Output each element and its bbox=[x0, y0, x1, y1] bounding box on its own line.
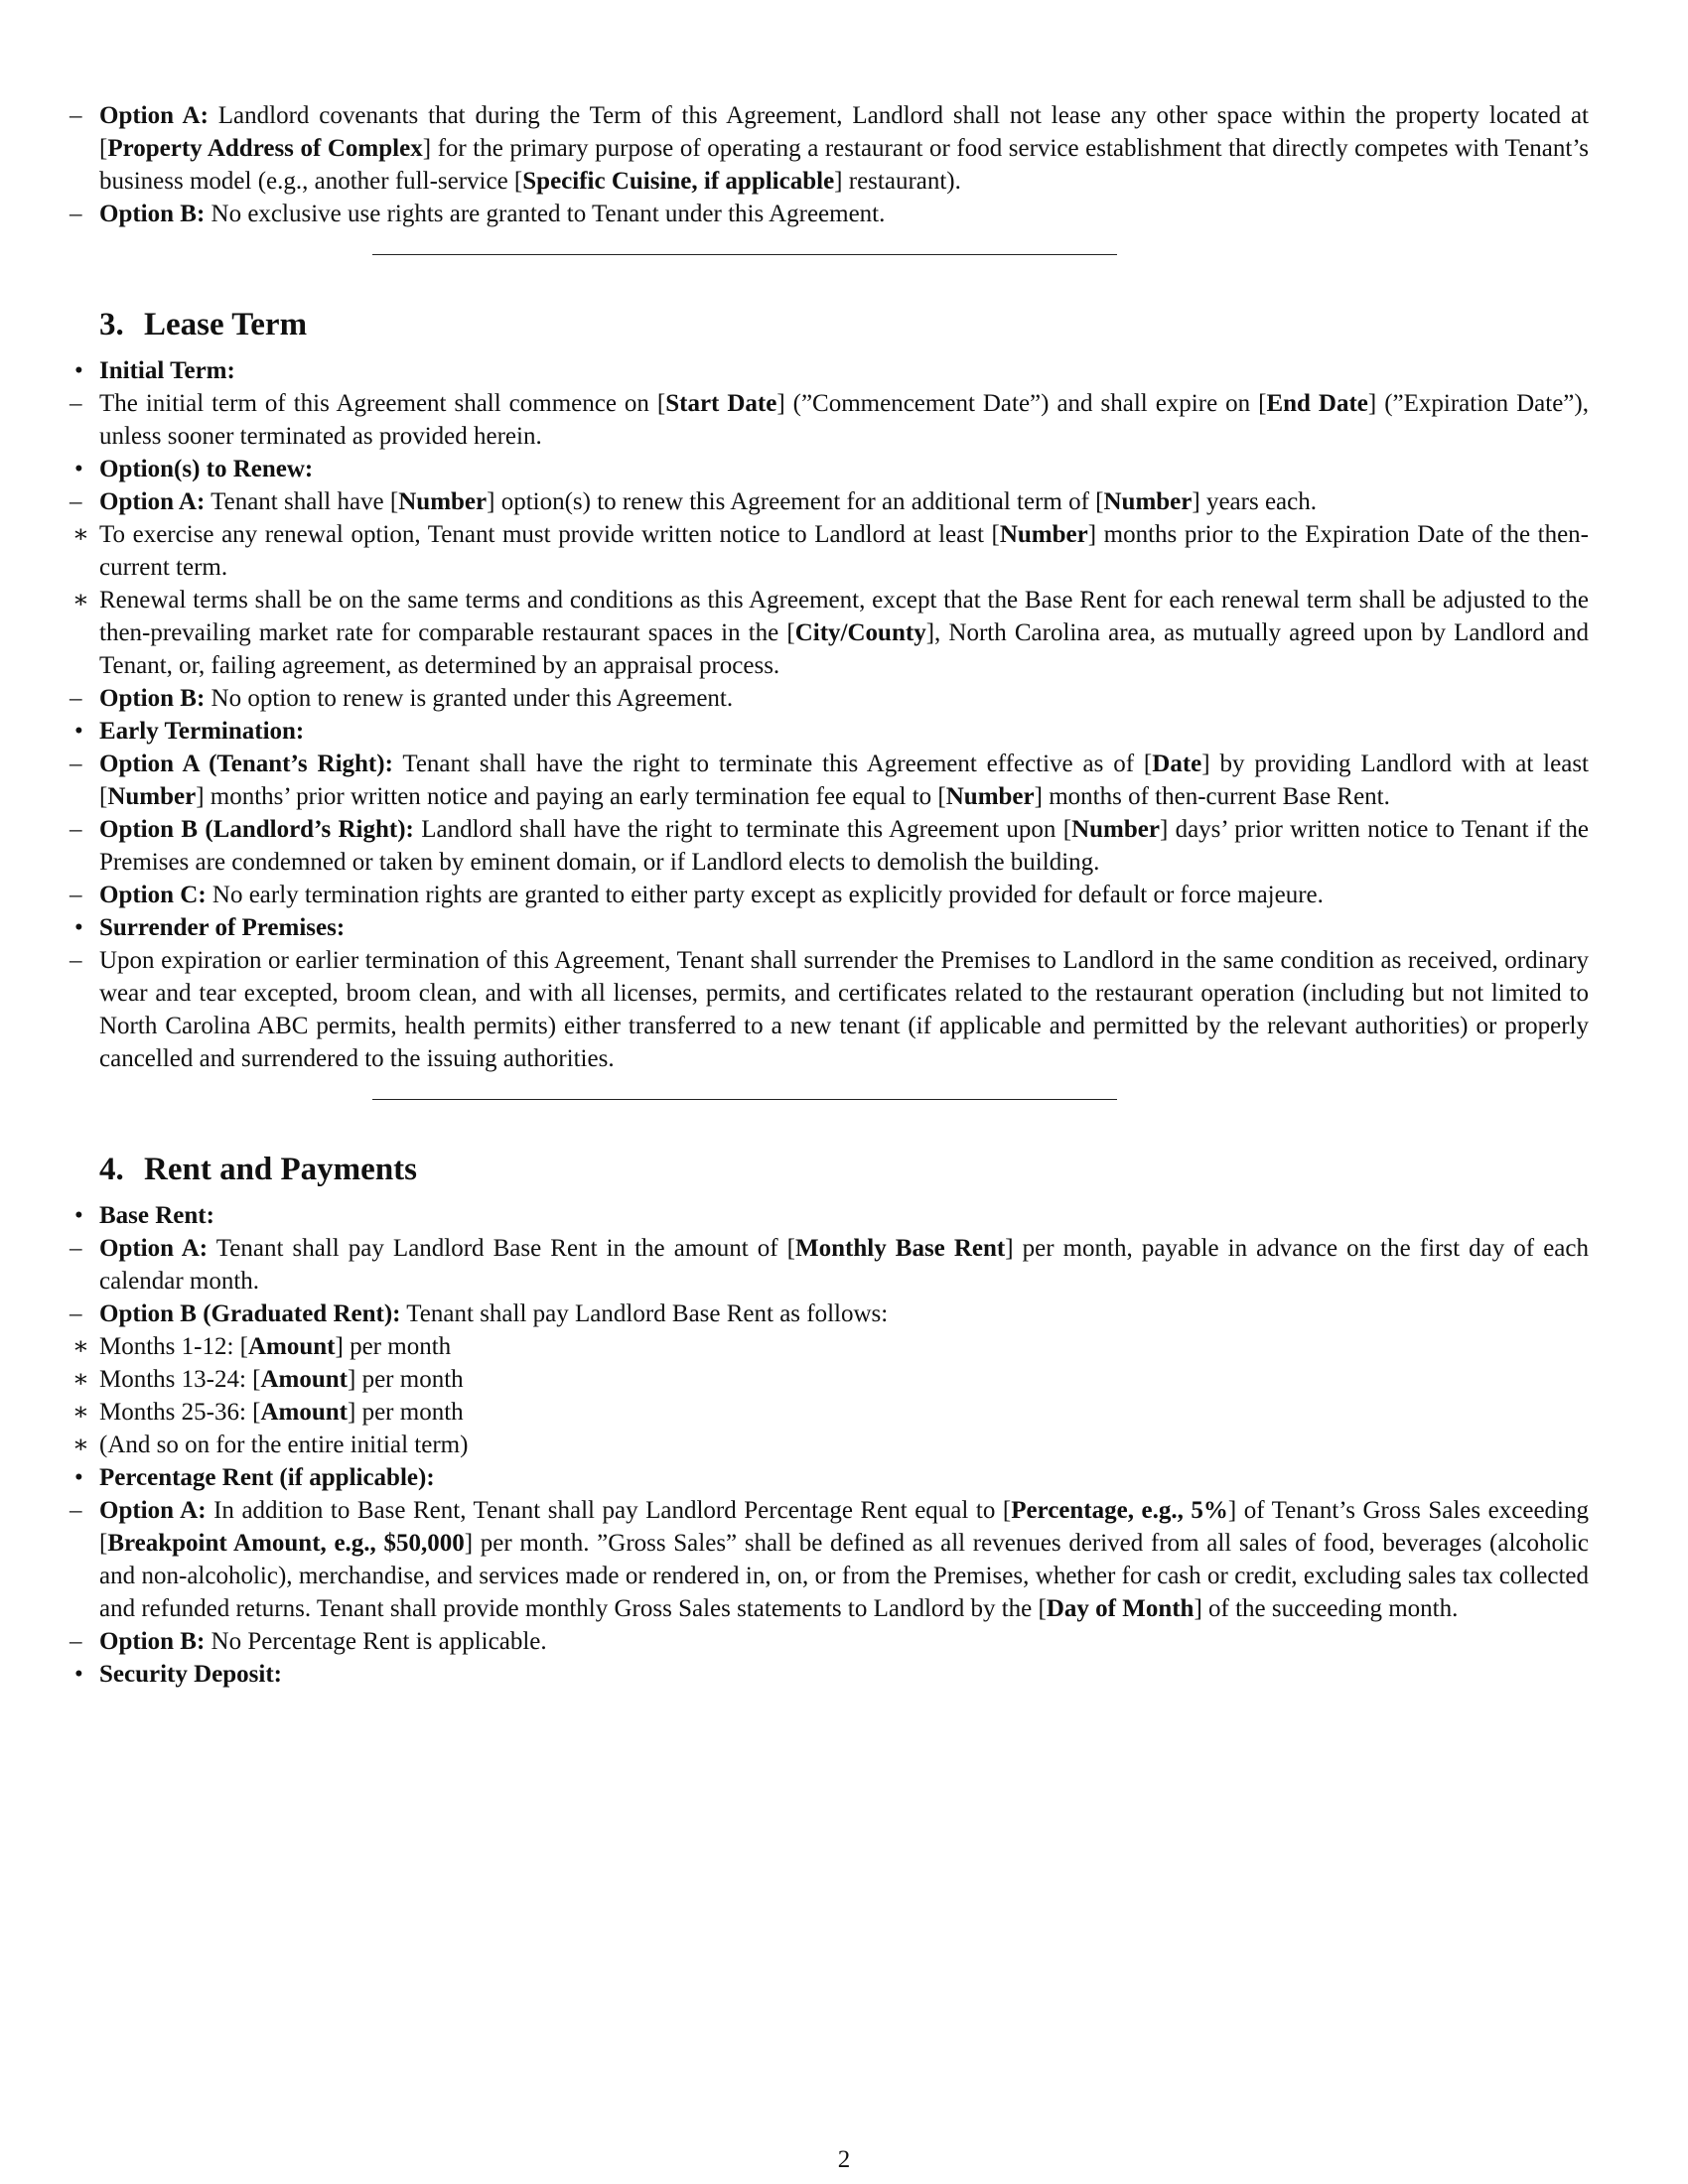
star-marker: ∗ bbox=[72, 587, 89, 614]
bullet-marker: • bbox=[74, 718, 83, 745]
dash-marker: – bbox=[70, 390, 82, 417]
dash-marker: – bbox=[70, 947, 82, 974]
exclusive-use-option-b: – Option B: No exclusive use rights are granted to Tenant under this Agreement. bbox=[99, 198, 1589, 230]
section-divider bbox=[372, 1099, 1117, 1100]
base-rent-option-b: – Option B (Graduated Rent): Tenant shall pay Landlord Base Rent as follows: bbox=[99, 1297, 1589, 1330]
bullet-marker: • bbox=[74, 456, 83, 482]
bullet-marker: • bbox=[74, 914, 83, 941]
bullet-marker: • bbox=[74, 1661, 83, 1688]
dash-marker: – bbox=[70, 102, 82, 129]
page-number: 2 bbox=[837, 2146, 851, 2173]
exclusive-use-option-a: – Option A: Landlord covenants that during the Term of this Agreement, Landlord shall not lease any other space within the property located at [Property Address of Complex] for the primary purpose of operating a restaurant or food service establishment that directly competes with Tenant’s business model (e.g., another full-service [Specific Cuisine, if applicable] restaurant). bbox=[99, 99, 1589, 198]
base-rent-option-a: – Option A: Tenant shall pay Landlord Base Rent in the amount of [Monthly Base Rent] per month, payable in advance on the first day of each calendar month. bbox=[99, 1232, 1589, 1297]
early-option-c: – Option C: No early termination rights are granted to either party except as explicitly provided for default or force majeure. bbox=[99, 879, 1589, 911]
dash-marker: – bbox=[70, 201, 82, 227]
early-option-a: – Option A (Tenant’s Right): Tenant shall have the right to terminate this Agreement effective as of [Date] by providing Landlord with at least [Number] months’ prior written notice and paying an early termination fee equal to [Number] months of then-current Base Rent. bbox=[99, 748, 1589, 813]
dash-marker: – bbox=[70, 1235, 82, 1262]
percentage-rent-option-b: – Option B: No Percentage Rent is applicable. bbox=[99, 1625, 1589, 1658]
rent-schedule-row: ∗ Months 25-36: [Amount] per month bbox=[99, 1396, 1589, 1429]
renew-option-a: – Option A: Tenant shall have [Number] option(s) to renew this Agreement for an additional term of [Number] years each. bbox=[99, 485, 1589, 518]
percentage-rent-option-a: – Option A: In addition to Base Rent, Tenant shall pay Landlord Percentage Rent equal to [Percentage, e.g., 5%] of Tenant’s Gross Sales exceeding [Breakpoint Amount, e.g., $50,000] per month. ”Gross Sales” shall be defined as all revenues derived from all sales of food, beverages (alcoholic and non-alcoholic), merchandise, and services made or rendered in, on, or from the Premises, whether for cash or credit, excluding sales tax collected and refunded returns. Tenant shall provide monthly Gross Sales statements to Landlord by the [Day of Month] of the succeeding month. bbox=[99, 1494, 1589, 1625]
page-content bbox=[70, 99, 1590, 1691]
bullet-marker: • bbox=[74, 1202, 83, 1229]
rent-schedule-row: ∗ Months 13-24: [Amount] per month bbox=[99, 1363, 1589, 1396]
initial-term-item: • Initial Term: bbox=[99, 354, 1589, 387]
renew-terms-subitem: ∗ Renewal terms shall be on the same terms and conditions as this Agreement, except that the Base Rent for each renewal term shall be adjusted to the then-prevailing market rate for comparable restaurant spaces in the [City/County], North Carolina area, as mutually agreed upon by Landlord and Tenant, or, failing agreement, as determined by an appraisal process. bbox=[99, 584, 1589, 682]
dash-marker: – bbox=[70, 1628, 82, 1655]
bullet-marker: • bbox=[74, 1464, 83, 1491]
surrender-text: – Upon expiration or earlier termination of this Agreement, Tenant shall surrender the Premises to Landlord in the same condition as received, ordinary wear and tear excepted, broom clean, and with all licenses, permits, and certificates related to the restaurant operation (including but not limited to North Carolina ABC permits, health permits) either transferred to a new tenant (if applicable and permitted by the relevant authorities) or properly cancelled and surrendered to the issuing authorities. bbox=[99, 944, 1589, 1075]
surrender-item: • Surrender of Premises: bbox=[99, 911, 1589, 944]
dash-marker: – bbox=[70, 685, 82, 712]
renew-item: • Option(s) to Renew: bbox=[99, 453, 1589, 485]
renew-option-b: – Option B: No option to renew is granted under this Agreement. bbox=[99, 682, 1589, 715]
section-4-heading: 4. Rent and Payments bbox=[99, 1152, 418, 1187]
bullet-marker: • bbox=[74, 357, 83, 384]
dash-marker: – bbox=[70, 751, 82, 777]
renew-notice-subitem: ∗ To exercise any renewal option, Tenant must provide written notice to Landlord at least [Number] months prior to the Expiration Date of the then-current term. bbox=[99, 518, 1589, 584]
dash-marker: – bbox=[70, 1300, 82, 1327]
star-marker: ∗ bbox=[72, 1399, 89, 1426]
star-marker: ∗ bbox=[72, 1366, 89, 1393]
early-termination-item: • Early Termination: bbox=[99, 715, 1589, 748]
star-marker: ∗ bbox=[72, 1432, 89, 1458]
section-3-heading: 3. Lease Term bbox=[99, 307, 308, 342]
rent-schedule-row: ∗ Months 1-12: [Amount] per month bbox=[99, 1330, 1589, 1363]
star-marker: ∗ bbox=[72, 1333, 89, 1360]
initial-term-text: – The initial term of this Agreement shall commence on [Start Date] (”Commencement Date”) and shall expire on [End Date] (”Expiration Date”), unless sooner terminated as provided herein. bbox=[99, 387, 1589, 453]
dash-marker: – bbox=[70, 488, 82, 515]
base-rent-item: • Base Rent: bbox=[99, 1199, 1589, 1232]
dash-marker: – bbox=[70, 1497, 82, 1524]
early-option-b: – Option B (Landlord’s Right): Landlord shall have the right to terminate this Agreement upon [Number] days’ prior written notice to Tenant if the Premises are condemned or taken by eminent domain, or if Landlord elects to demolish the building. bbox=[99, 813, 1589, 879]
security-deposit-item: • Security Deposit: bbox=[99, 1658, 1589, 1691]
percentage-rent-item: • Percentage Rent (if applicable): bbox=[99, 1461, 1589, 1494]
section-divider bbox=[372, 254, 1117, 255]
star-marker: ∗ bbox=[72, 521, 89, 548]
dash-marker: – bbox=[70, 882, 82, 908]
rent-schedule-note: ∗ (And so on for the entire initial term) bbox=[99, 1429, 1589, 1461]
dash-marker: – bbox=[70, 816, 82, 843]
